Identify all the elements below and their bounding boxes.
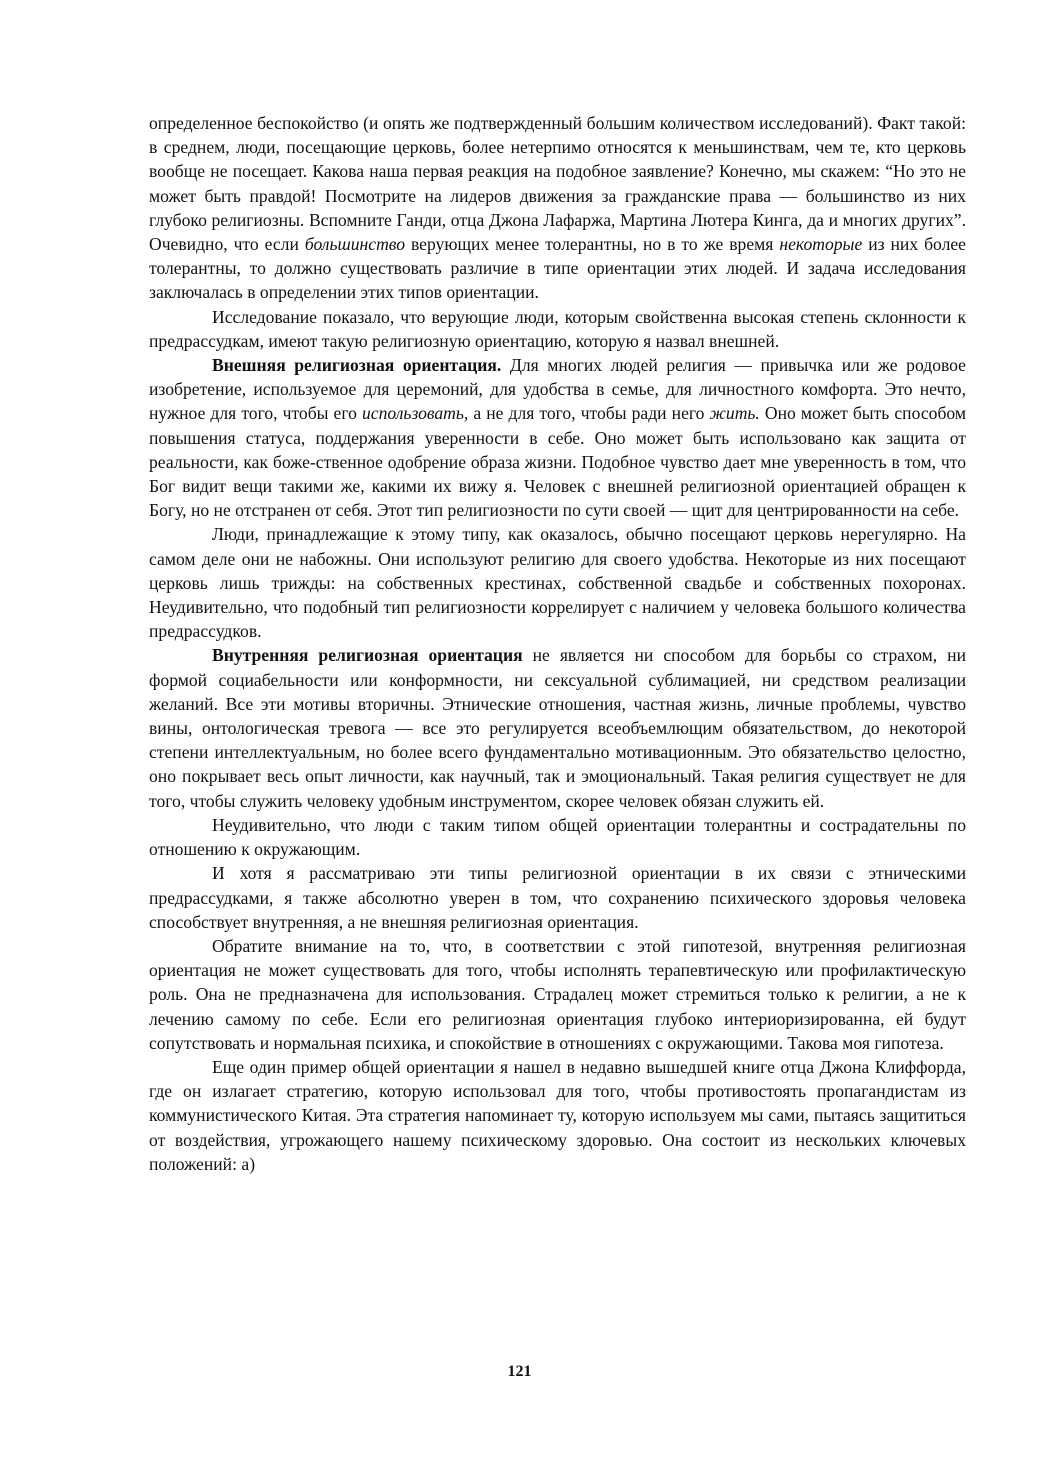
- italic-text: использовать,: [362, 403, 469, 424]
- paragraph-text: а не для того, чтобы ради него: [468, 403, 710, 424]
- bold-heading-text: Внутренняя религиозная ориентация: [212, 645, 523, 666]
- paragraph: [149, 1055, 966, 1176]
- italic-text: большинство: [304, 234, 406, 255]
- paragraph: [149, 861, 966, 934]
- paragraph: [149, 934, 966, 1055]
- paragraph: [149, 643, 966, 812]
- paragraph: [149, 111, 966, 305]
- paragraph: [149, 522, 966, 643]
- paragraph-text: Обратите внимание на то, что, в соответствии с этой гипотезой, внутренняя религиозная ориентация не может существовать для того, чтобы исполнять терапевтическую или профилактическую роль. Она не предназначена для использования. Страдалец может стремиться только к религии, а не к лечению самому по себе. Если его религиозная ориентация глубоко интериоризированна, ей будут сопутствовать и нормальная психика, и спокойствие в отношениях с окружающими. Такова моя гипотеза.: [149, 935, 966, 1053]
- paragraph: [149, 353, 966, 522]
- paragraph-text: определенное беспокойство (и опять же подтвержденный большим количеством исследований). Факт такой: в среднем, люди, посещающие церковь, более нетерпимо относятся к меньшинствам, чем те, кто церковь вообще не посещает. Какова наша первая реакция на подобное заявление? Конечно, мы скажем: “Но это не может быть правдой! Посмотрите на лидеров движения за гражданские права — большинство из них глубоко религиозны. Вспомните Ганди, отца Джона Лафаржа, Мартина Лютера Кинга, да и многих других”. Очевидно, что если: [149, 113, 966, 255]
- paragraph-text: Оно может быть способом повышения статуса, поддержания уверенности в себе. Оно может быть использовано как защита от реальности, как боже-ственное одобрение образа жизни. Подобное чувство дает мне уверенность в том, что Бог видит вещи такими же, какими их вижу я. Человек с внешней религиозной ориентацией обращен к Богу, но не отстранен от себя. Этот тип религиозности по сути своей — щит для центрированности на себе.: [149, 403, 966, 521]
- paragraph-text: Неудивительно, что люди с таким типом общей ориентации толерантны и сострадательны по отношению к окружающим.: [149, 814, 966, 860]
- bold-heading-text: Внешняя религиозная ориентация.: [212, 355, 502, 376]
- paragraph: [149, 305, 966, 353]
- page-number: 121: [507, 1363, 532, 1380]
- paragraph-text: Исследование показало, что верующие люди, которым свойственна высокая степень склонности к предрассудкам, имеют такую религиозную ориентацию, которую я назвал внешней.: [149, 306, 966, 351]
- paragraph-text: Для многих людей религия — привычка или же родовое изобретение, используемое для церемоний, для удобства в семье, для личностного комфорта. Это нечто, нужное для того, чтобы его: [149, 355, 966, 424]
- italic-text: жить.: [709, 403, 760, 424]
- paragraph-text: не является ни способом для борьбы со страхом, ни формой социабельности или конформности, ни сексуальной сублимацией, ни средством реализации желаний. Все эти мотивы вторичны. Этнические отношения, частная жизнь, личные проблемы, чувство вины, онтологическая тревога — все это регулируется всеобъемлющим обязательством, до некоторой степени интеллектуальным, но более всего фундаментально мотивационным. Это обязательство целостно, оно покрывает весь опыт личности, как научный, так и эмоциональный. Такая религия существует не для того, чтобы служить человеку удобным инструментом, скорее человек обязан служить ей.: [149, 645, 967, 811]
- paragraph-text: И хотя я рассматриваю эти типы религиозной ориентации в их связи с этническими предрассудками, я также абсолютно уверен в том, что сохранению психического здоровья человека способствует внутренняя, а не внешняя религиозная ориентация.: [149, 863, 966, 932]
- paragraph-text: из них более толерантны, то должно существовать различие в типе ориентации этих людей. И задача исследования заключалась в определении этих типов ориентации.: [149, 234, 966, 303]
- paragraph-text: Люди, принадлежащие к этому типу, как оказалось, обычно посещают церковь нерегулярно. На самом деле они не набожны. Они используют религию для своего удобства. Некоторые из них посещают церковь лишь трижды: на собственных крестинах, собственной свадьбе и собственных похоронах. Неудивительно, что подобный тип религиозности коррелирует с наличием у человека большого количества предрассудков.: [149, 524, 966, 642]
- paragraph-text: верующих менее толерантны, но в то же время: [405, 234, 780, 255]
- page-body: [149, 111, 966, 1176]
- italic-text: некоторые: [779, 234, 863, 255]
- paragraph-text: Еще один пример общей ориентации я нашел в недавно вышедшей книге отца Джона Клиффорда, где он излагает стратегию, которую использовал для того, чтобы противостоять пропагандистам из коммунистического Китая. Эта стратегия напоминает ту, которую используем мы сами, пытаясь защититься от воздействия, угрожающего нашему психическому здоровью. Она состоит из нескольких ключевых положений: а): [149, 1056, 966, 1174]
- paragraph: [149, 813, 966, 861]
